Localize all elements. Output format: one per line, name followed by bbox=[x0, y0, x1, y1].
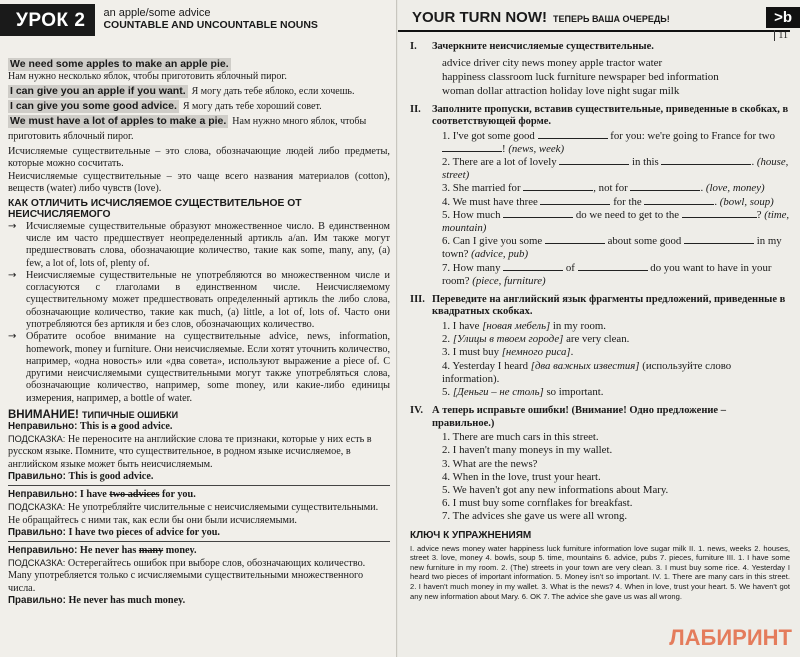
hint-label: ПОДСКАЗКА: bbox=[8, 558, 66, 569]
lesson-badge: УРОК 2 bbox=[0, 4, 95, 36]
blank bbox=[442, 143, 502, 152]
word-line: advice driver city news money apple tractor water bbox=[442, 56, 663, 69]
wrong-label: Неправильно: bbox=[8, 489, 78, 501]
list-item: 1. There are much cars in this street. bbox=[442, 431, 599, 444]
list-item: 3. She married for , not for . (love, money) bbox=[442, 182, 765, 195]
mistake-2 bbox=[8, 489, 390, 542]
examples bbox=[8, 56, 390, 143]
blank bbox=[523, 182, 593, 191]
left-page bbox=[0, 0, 398, 657]
blank bbox=[538, 130, 608, 139]
mistake-3 bbox=[8, 545, 390, 607]
intro-uncountable: Неисчисляемые существительные – это чаще всего названия материалов (cotton), веществ (water) либо чувств (love). bbox=[8, 170, 390, 195]
translate-list bbox=[442, 320, 790, 399]
blank bbox=[661, 156, 751, 165]
right-label: Правильно: bbox=[8, 526, 66, 538]
wrong-label: Неправильно: bbox=[8, 421, 78, 433]
page-number: 11 bbox=[774, 30, 788, 41]
lesson-topic: COUNTABLE AND UNCOUNTABLE NOUNS bbox=[103, 19, 318, 31]
lesson-titles bbox=[103, 7, 317, 31]
task-1 bbox=[410, 41, 790, 98]
task-2 bbox=[410, 104, 790, 288]
task-number: II. bbox=[410, 103, 421, 115]
list-item: 2. There are a lot of lovely in this . (house, street) bbox=[442, 155, 789, 182]
rule-item bbox=[8, 331, 390, 405]
example-ru: Я могу дать тебе яблоко, если хочешь. bbox=[191, 86, 355, 97]
lesson-header bbox=[0, 4, 390, 44]
right-text: I have two pieces of advice for you. bbox=[68, 526, 220, 538]
list-item: 7. How many of do you want to have in your room? (piece, furniture) bbox=[442, 261, 772, 287]
exercise-subtitle: ТЕПЕРЬ ВАША ОЧЕРЕДЬ! bbox=[553, 13, 670, 24]
list-item: 7. The advices she gave us were all wrong. bbox=[442, 510, 628, 523]
list-item: 4. When in the love, trust your heart. bbox=[442, 470, 601, 483]
task-instruction: А теперь исправьте ошибки! (Внимание! Одно предложение – правильное.) bbox=[432, 405, 726, 429]
arrow-icon: → bbox=[8, 331, 17, 343]
rule-text: Обратите особое внимание на существительные advice, news, information, homework, money и furniture. Они неисчисляемые. Если хотят уточнить количество, например, «одна новость» или «два совета», используют выражение a piece of. С другими неисчисляемыми существительными могут также употребляться слова, обозначающие количество, например, some money, или какие-либо единицы измерения, например, a bottle of water. bbox=[26, 331, 390, 404]
right-text: This is good advice. bbox=[68, 470, 154, 482]
example-ru: Я могу дать тебе хороший совет. bbox=[182, 101, 322, 112]
task-number: IV. bbox=[410, 405, 423, 417]
answer-key-text: I. advice news money water happiness luck furniture information love sugar milk II. 1. news, weeks 2. houses, street 3. love, money 4. bowls, soup 5. time, mountains 6. advice, pubs 7. pieces, furniture III. 1. I have some new furniture in my room. 2. (The) streets in your town are very clean. 3. I must buy some rice. 4. Yesterday I heard two pieces of important information. 5. Money isn't so important. IV. 1. There are many cars in this street. 2. I haven't much money in my wallet. 3. What is the news? 4. When in love, trust your heart. 5. We haven't got any new information about Mary. 6. OK 7. The advice she gave us was all wrong. bbox=[410, 543, 790, 601]
word-line: woman dollar attraction holiday love night sugar milk bbox=[442, 84, 680, 97]
task-instruction: Заполните пропуски, вставив существительные, приведенные в скобках, в соответствующей форме. bbox=[432, 103, 789, 127]
mistakes-title: ВНИМАНИЕ! bbox=[8, 409, 79, 422]
hint-text: Не переносите на английские слова те признаки, которые у них есть в русском языке. Помните, что существительное, в родном языке исчисляемое, в английском языке может быть неисчисляемым. bbox=[8, 434, 372, 470]
blank bbox=[503, 262, 563, 271]
blank bbox=[578, 262, 648, 271]
wrong-text: He never has many money. bbox=[79, 544, 197, 556]
example-en: We need some apples to make an apple pie. bbox=[10, 58, 229, 70]
hint-label: ПОДСКАЗКА: bbox=[8, 434, 66, 445]
mistakes-subtitle: ТИПИЧНЫЕ ОШИБКИ bbox=[82, 410, 179, 421]
watermark-logo: ЛАБИРИНТ bbox=[669, 625, 792, 650]
intro-countable: Исчисляемые существительные – это слова, обозначающие людей либо предметы, которые можно сосчитать. bbox=[8, 146, 390, 170]
wrong-text: I have two advices for you. bbox=[79, 489, 196, 501]
blank bbox=[684, 235, 754, 244]
task-instruction: Переведите на английский язык фрагменты предложений, приведенные в квадратных скобках. bbox=[432, 293, 786, 318]
wrong-text: This is a good advice. bbox=[79, 421, 173, 433]
right-page bbox=[398, 0, 800, 657]
list-item: 2. I haven't many moneys in my wallet. bbox=[442, 444, 613, 457]
task-number: III. bbox=[410, 293, 425, 305]
list-item: 1. I've got some good for you: we're going to France for two ! (news, week) bbox=[442, 129, 775, 155]
task-3 bbox=[410, 294, 790, 399]
right-label: Правильно: bbox=[8, 594, 66, 606]
section-heading: КАК ОТЛИЧИТЬ ИСЧИСЛЯЕМОЕ СУЩЕСТВИТЕЛЬНОЕ ОТ НЕИСЧИСЛЯЕМОГО bbox=[8, 197, 302, 220]
arrow-icon: → bbox=[8, 269, 17, 281]
right-label: Правильно: bbox=[8, 470, 66, 482]
hint-label: ПОДСКАЗКА: bbox=[8, 502, 66, 513]
blank bbox=[545, 235, 605, 244]
blank bbox=[540, 196, 610, 205]
rule-text: Исчисляемые существительные образуют множественное число. В единственном числе им часто предшествует неопределенный артикль a/an. Им также могут предшествовать слова, обозначающие количество, такие как some, many, any, (a) few, a lot of, lots of, plenty of. bbox=[26, 220, 390, 269]
rule-text: Неисчисляемые существительные не употребляются во множественном числе и согласуются с глаголами в единственном числе. Неисчисляемому существительному может предшествовать определенный артикль the либо слова, обозначающие количество, такие как much, (a) little, a lot of, lots of. Часто они употребляются без артикля и без слов, обозначающих количество. bbox=[26, 269, 390, 330]
list-item: 5. How much do we need to get to the ? (time, mountain) bbox=[442, 208, 790, 234]
mistakes-heading bbox=[8, 409, 390, 421]
right-text: He never has much money. bbox=[68, 594, 186, 606]
word-list bbox=[442, 56, 790, 98]
task-number: I. bbox=[410, 41, 417, 52]
blank bbox=[682, 209, 757, 218]
example-en: I can give you an apple if you want. bbox=[10, 85, 186, 97]
example-en: We must have a lot of apples to make a pie. bbox=[10, 115, 227, 127]
list-item: 2. [Улицы в твоем городе] are very clean. bbox=[442, 333, 630, 346]
task-4 bbox=[410, 405, 790, 523]
arrow-icon: → bbox=[8, 220, 17, 232]
example-ru: Нам нужно несколько яблок, чтобы приготовить яблочный пирог. bbox=[8, 71, 287, 82]
example-en: I can give you some good advice. bbox=[10, 100, 177, 112]
correct-list bbox=[442, 431, 790, 523]
list-item: 3. I must buy [немного риса]. bbox=[442, 346, 574, 359]
lesson-subtitle: an apple/some advice bbox=[103, 7, 211, 19]
exercise-title: YOUR TURN NOW! bbox=[412, 8, 547, 26]
list-item: 4. Yesterday I heard [два важных известия] (используйте слово information). bbox=[442, 359, 732, 385]
wrong-label: Неправильно: bbox=[8, 544, 78, 556]
blank bbox=[503, 209, 573, 218]
hint-text: Не употребляйте числительные с неисчисляемыми существительными. Не обращайтесь с ними так, как если бы они были исчисляемыми. bbox=[8, 502, 379, 526]
blank bbox=[630, 182, 700, 191]
list-item: 1. I have [новая мебель] in my room. bbox=[442, 319, 606, 332]
section-badge: >b bbox=[766, 7, 800, 28]
example-ru: Нам нужно много яблок, чтобы приготовить яблочный пирог. bbox=[8, 116, 367, 142]
list-item: 3. What are the news? bbox=[442, 457, 538, 470]
list-item: 5. [Деньги – не столь] so important. bbox=[442, 385, 604, 398]
word-line: happiness classroom luck furniture newspaper bed information bbox=[442, 70, 719, 83]
list-item: 6. I must buy some cornflakes for breakfast. bbox=[442, 497, 633, 510]
blank bbox=[559, 156, 629, 165]
list-item: 5. We haven't got any new informations about Mary. bbox=[442, 483, 669, 496]
rule-item bbox=[8, 221, 390, 270]
blank bbox=[644, 196, 714, 205]
exercise-header bbox=[398, 4, 790, 32]
list-item: 4. We must have three for the . (bowl, soup) bbox=[442, 195, 774, 208]
answer-key-heading: КЛЮЧ К УПРАЖНЕНИЯМ bbox=[410, 529, 532, 541]
fill-list bbox=[442, 130, 790, 288]
rule-item bbox=[8, 270, 390, 331]
hint-text: Остерегайтесь ошибок при выборе слов, обозначающих количество. Many употребляется только с исчисляемыми существительными множественного числа. bbox=[8, 558, 366, 594]
task-instruction: Зачеркните неисчисляемые существительные. bbox=[432, 41, 654, 52]
list-item: 6. Can I give you some about some good in my town? (advice, pub) bbox=[442, 235, 782, 261]
mistake-1 bbox=[8, 421, 390, 486]
